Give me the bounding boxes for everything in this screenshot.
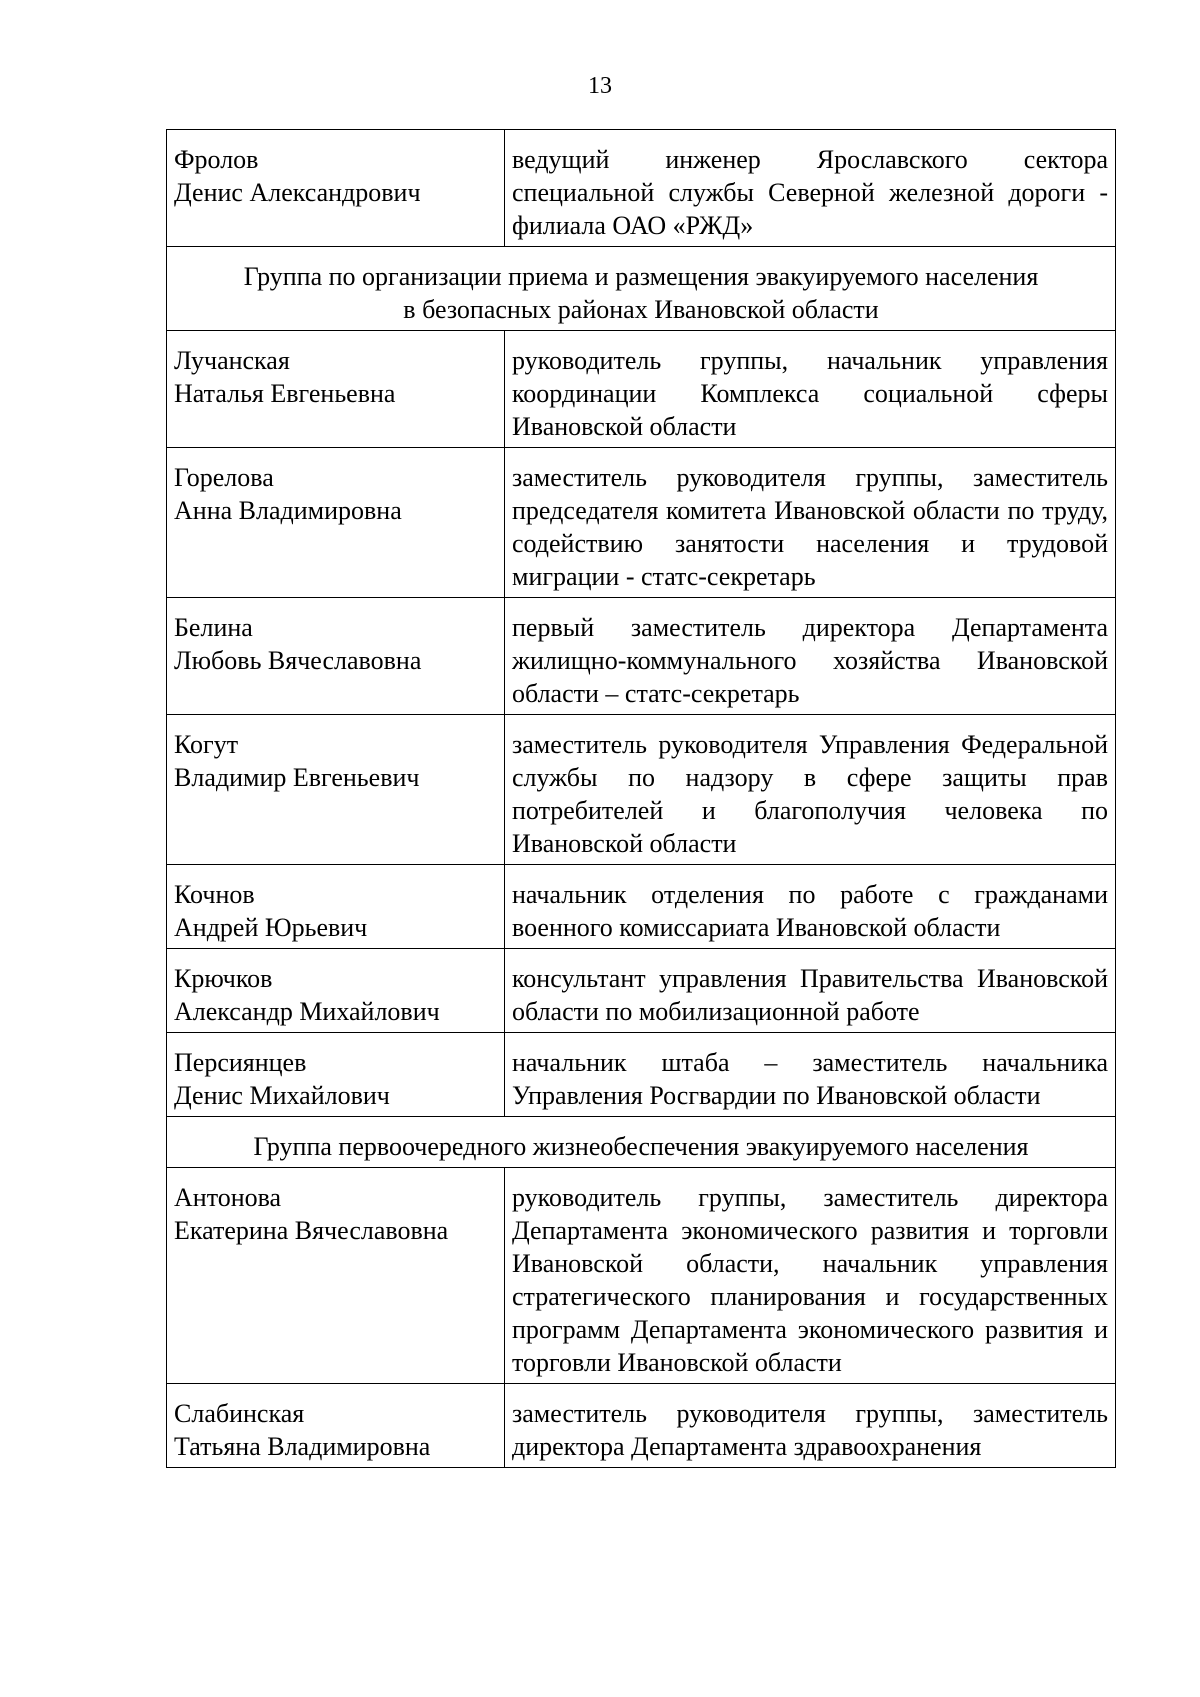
- person-role: консультант управления Правительства Ивановской области по мобилизационной работе: [505, 949, 1116, 1033]
- person-name-cell: [167, 130, 505, 247]
- person-surname: Антонова: [174, 1183, 282, 1212]
- person-name-cell: [167, 1033, 505, 1117]
- person-role: первый заместитель директора Департамента жилищно-коммунального хозяйства Ивановской области – статс-секретарь: [505, 598, 1116, 715]
- table-row: [167, 1384, 1116, 1468]
- person-given-names: Владимир Евгеньевич: [174, 763, 420, 792]
- person-role: начальник штаба – заместитель начальника Управления Росгвардии по Ивановской области: [505, 1033, 1116, 1117]
- person-given-names: Екатерина Вячеславовна: [174, 1216, 449, 1245]
- members-table: [166, 129, 1116, 1468]
- person-surname: Слабинская: [174, 1399, 305, 1428]
- table-row: [167, 448, 1116, 598]
- person-surname: Когут: [174, 730, 239, 759]
- person-role: заместитель руководителя Управления Федеральной службы по надзору в сфере защиты прав потребителей и благополучия человека по Ивановской области: [505, 715, 1116, 865]
- person-surname: Крючков: [174, 964, 273, 993]
- group-header: [167, 247, 1116, 331]
- person-surname: Кочнов: [174, 880, 255, 909]
- person-name-cell: [167, 949, 505, 1033]
- person-role: руководитель группы, заместитель директора Департамента экономического развития и торговли Ивановской области, начальник управления стратегического планирования и государственных программ Департамента экономического развития и торговли Ивановской области: [505, 1168, 1116, 1384]
- person-role: заместитель руководителя группы, заместитель директора Департамента здравоохранения: [505, 1384, 1116, 1468]
- table-row: [167, 130, 1116, 247]
- group-header-row: [167, 1117, 1116, 1168]
- person-surname: Фролов: [174, 145, 259, 174]
- table-row: [167, 1168, 1116, 1384]
- table-row: [167, 949, 1116, 1033]
- person-surname: Горелова: [174, 463, 274, 492]
- table-row: [167, 715, 1116, 865]
- table-row: [167, 598, 1116, 715]
- person-name-cell: [167, 715, 505, 865]
- group-header-row: [167, 247, 1116, 331]
- members-table-body: [167, 130, 1116, 1468]
- person-surname: Персиянцев: [174, 1048, 307, 1077]
- person-name-cell: [167, 448, 505, 598]
- person-name-cell: [167, 1168, 505, 1384]
- person-given-names: Денис Михайлович: [174, 1081, 390, 1110]
- person-surname: Белина: [174, 613, 253, 642]
- group-header-line: Группа первоочередного жизнеобеспечения эвакуируемого населения: [253, 1132, 1029, 1161]
- person-given-names: Денис Александрович: [174, 178, 421, 207]
- person-role: начальник отделения по работе с гражданами военного комиссариата Ивановской области: [505, 865, 1116, 949]
- person-surname: Лучанская: [174, 346, 290, 375]
- page-number: 13: [588, 73, 612, 99]
- group-header: [167, 1117, 1116, 1168]
- table-row: [167, 331, 1116, 448]
- person-name-cell: [167, 331, 505, 448]
- group-header-line: в безопасных районах Ивановской области: [403, 295, 879, 324]
- person-given-names: Александр Михайлович: [174, 997, 440, 1026]
- group-header-line: Группа по организации приема и размещения эвакуируемого населения: [243, 262, 1039, 291]
- person-given-names: Любовь Вячеславовна: [174, 646, 422, 675]
- person-role: заместитель руководителя группы, заместитель председателя комитета Ивановской области по труду, содействию занятости населения и трудовой миграции - статс-секретарь: [505, 448, 1116, 598]
- person-given-names: Анна Владимировна: [174, 496, 402, 525]
- table-row: [167, 1033, 1116, 1117]
- person-name-cell: [167, 865, 505, 949]
- person-given-names: Наталья Евгеньевна: [174, 379, 396, 408]
- person-given-names: Татьяна Владимировна: [174, 1432, 431, 1461]
- person-name-cell: [167, 1384, 505, 1468]
- person-role: руководитель группы, начальник управления координации Комплекса социальной сферы Ивановской области: [505, 331, 1116, 448]
- table-row: [167, 865, 1116, 949]
- person-role: ведущий инженер Ярославского сектора специальной службы Северной железной дороги - филиала ОАО «РЖД»: [505, 130, 1116, 247]
- person-given-names: Андрей Юрьевич: [174, 913, 368, 942]
- person-name-cell: [167, 598, 505, 715]
